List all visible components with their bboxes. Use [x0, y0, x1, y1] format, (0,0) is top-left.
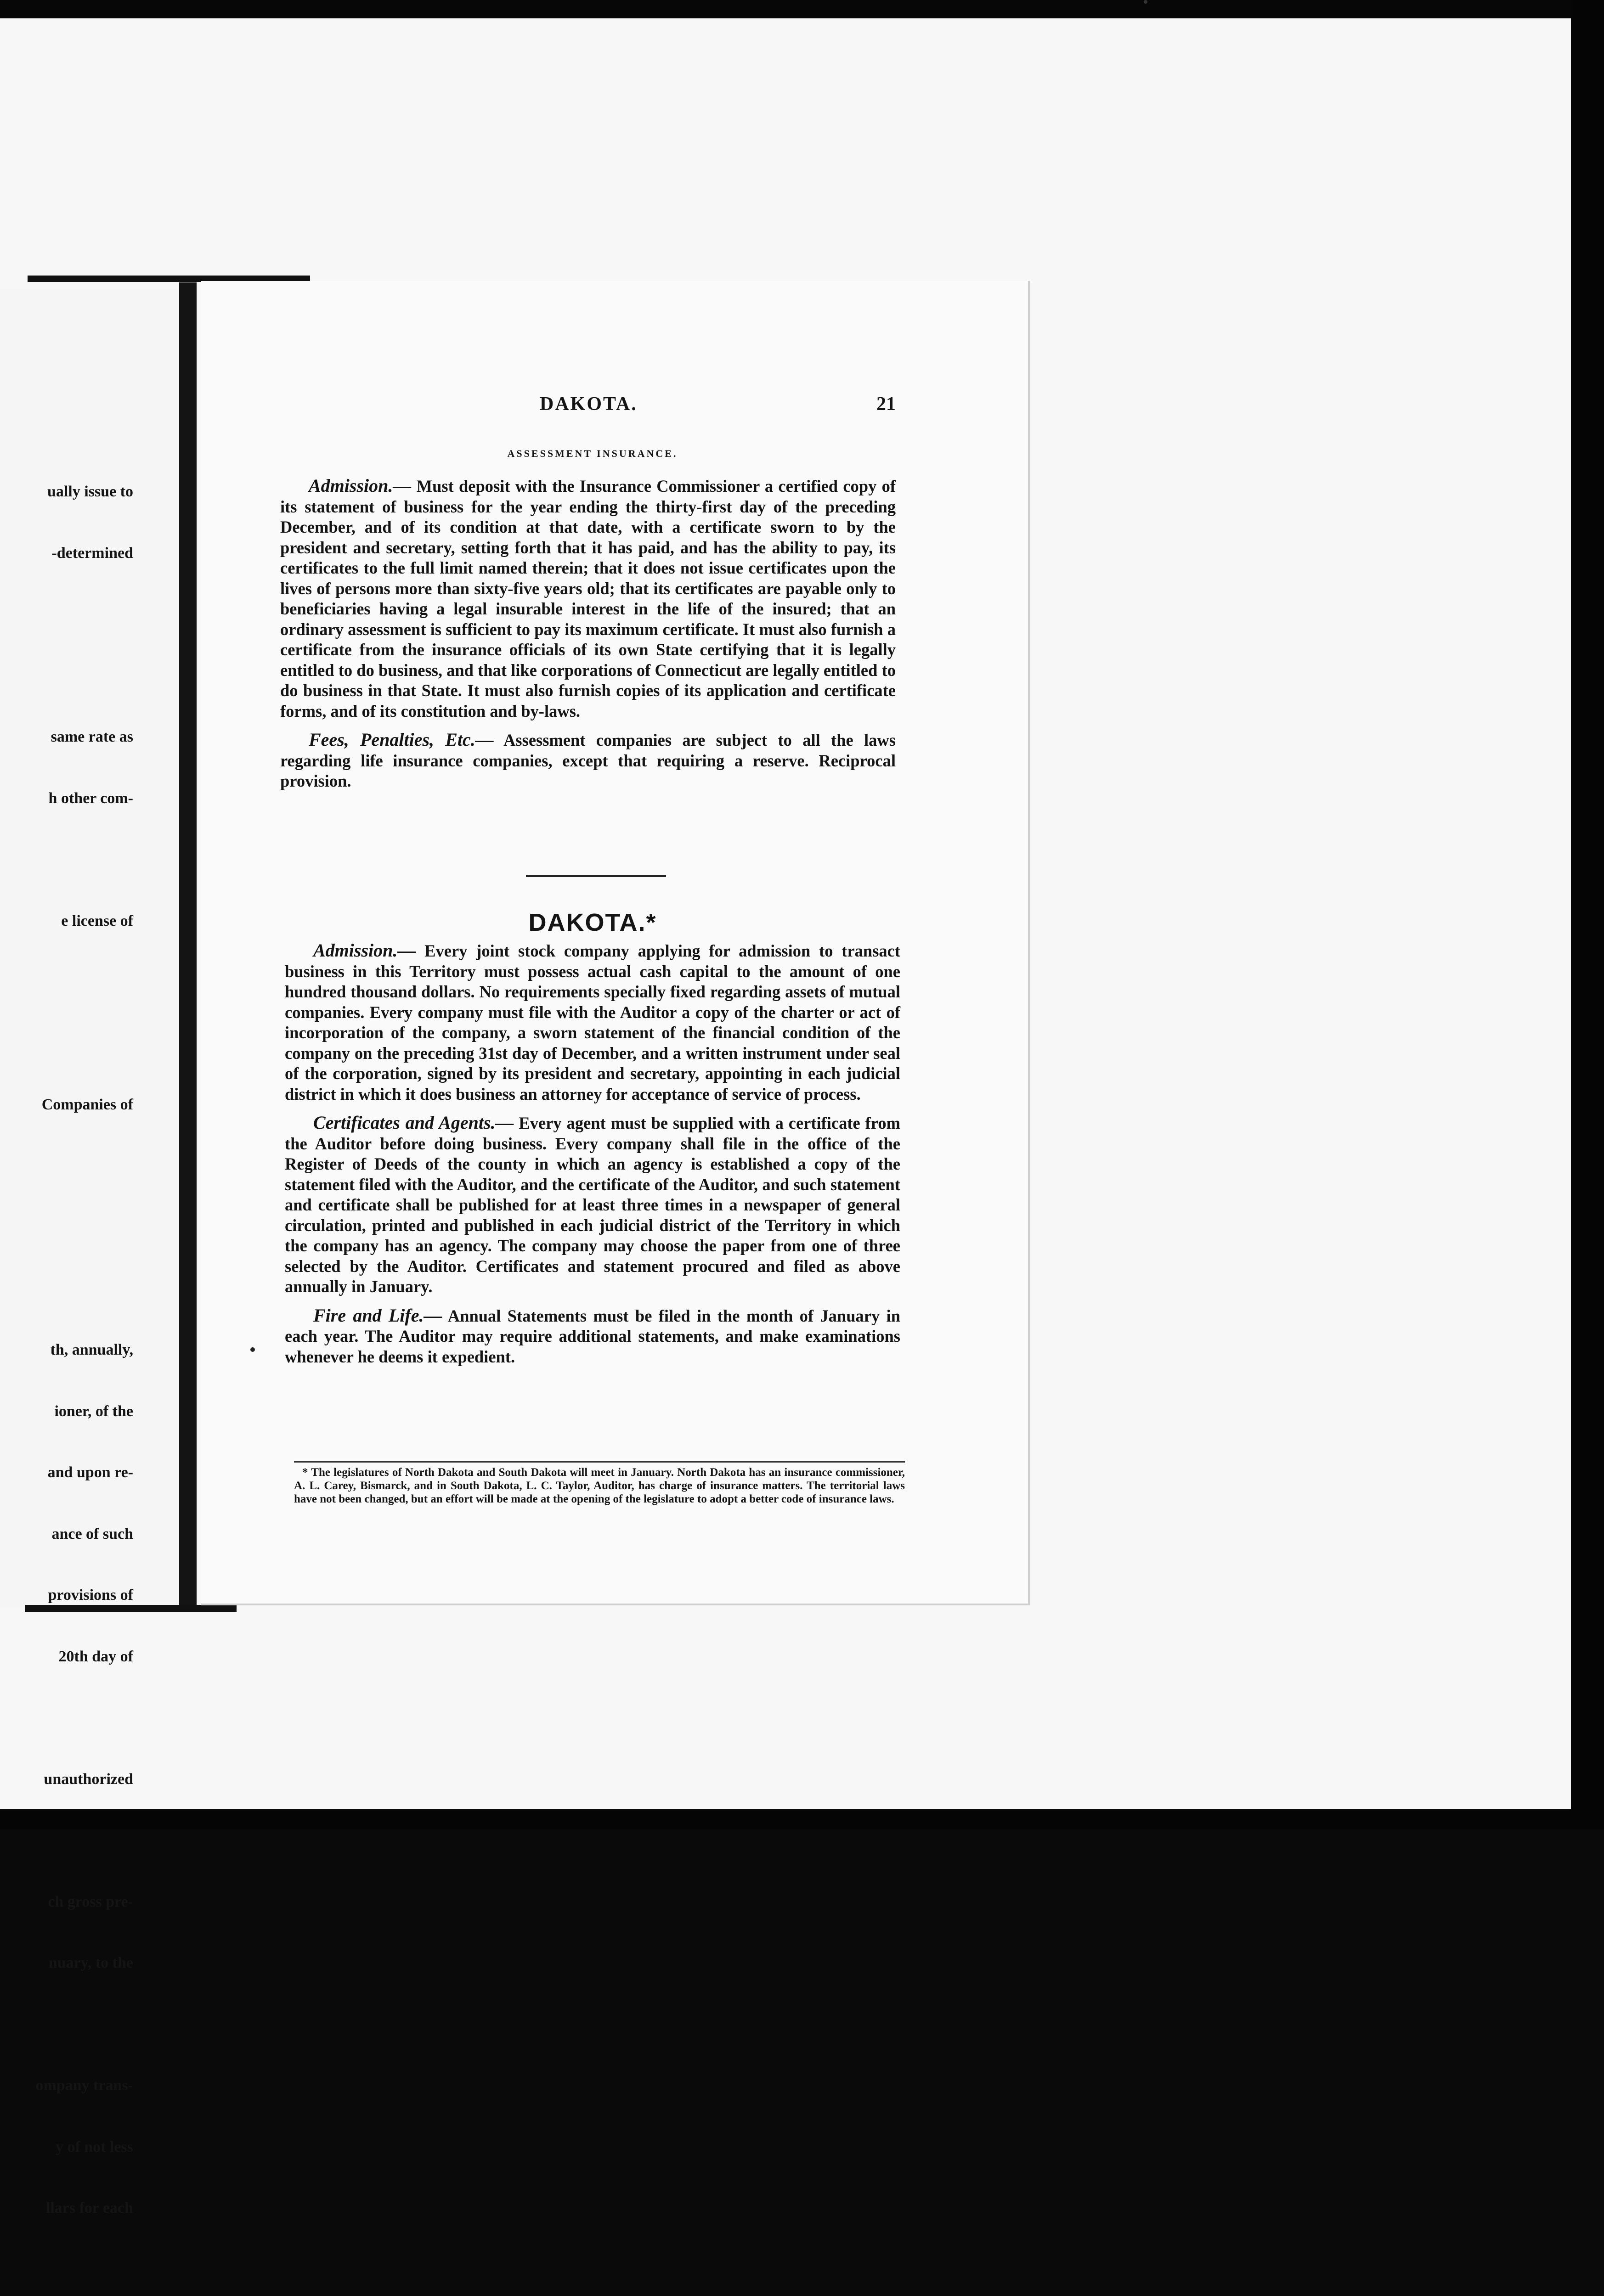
- section-heading: DAKOTA.*: [528, 909, 657, 936]
- fragment-line: ually issue to: [47, 483, 133, 500]
- fragment-line: [0, 1708, 133, 1728]
- footnote-rule: [294, 1461, 905, 1463]
- fragment-line: unauthorized: [44, 1770, 133, 1788]
- paragraph-text: Every agent must be supplied with a certificate from the Auditor before doing business. Every company shall file in the office of the Register of Deeds of the county in which an agency is established a copy of the statement filed with the Auditor, and the certificate of the Auditor, and such statement and certificate shall be published for at least three times in a newspaper of general circulation, printed and published in each judicial district of the Territory in which the company has an agency. The company may choose the paper from one of three selected by the Auditor. Certificates and statement procured and filed as above annually in January.: [285, 1114, 901, 1296]
- paragraph-lead: Admission.—: [309, 475, 412, 496]
- scan-speck: [250, 1347, 255, 1352]
- fragment-line: Companies of: [41, 1096, 133, 1113]
- scan-right-border: [1571, 0, 1604, 1829]
- fragment-line: -determined: [51, 544, 133, 562]
- dakota-section: [285, 940, 900, 1375]
- paragraph: [285, 1113, 900, 1297]
- fragment-line: [0, 2015, 133, 2035]
- fragment-line: [0, 1156, 133, 1177]
- section-subhead: ASSESSMENT INSURANCE.: [507, 448, 678, 459]
- scan-speck: [1144, 0, 1147, 4]
- page-number: 21: [876, 394, 896, 415]
- fragment-line: h other com-: [48, 789, 133, 807]
- paragraph: [285, 940, 900, 1104]
- fragment-line: ance of such: [51, 1525, 133, 1542]
- paragraph: [280, 476, 896, 721]
- fragment-line: [0, 972, 133, 993]
- fragment-line: y of not less: [55, 2138, 133, 2155]
- running-title: DAKOTA.: [540, 394, 638, 415]
- fragment-line: same rate as: [51, 728, 133, 745]
- paragraph-text: Assessment companies are subject to all the laws regarding life insurance companies, except that requiring a reserve. Reciprocal provision.: [280, 731, 896, 790]
- paragraph-text: Annual Statements must be filed in the month of January in each year. The Auditor may require additional statements, and make examinations whenever he deems it expedient.: [285, 1306, 900, 1366]
- fragment-line: e license of: [61, 912, 133, 929]
- fragment-line: 20th day of: [58, 1648, 133, 1665]
- fragment-line: th, annually,: [50, 1341, 133, 1358]
- paragraph: [285, 1306, 900, 1367]
- paragraph-text: Every joint stock company applying for admission to transact business in this Territory must possess actual cash capital to the amount of one hundred thousand dollars. No requirements specially fixed regarding assets of mutual companies. Every company must file with the Auditor a copy of the charter or act of incorporation of the company, a sworn statement of the financial condition of the company on the preceding 31st day of December, and a written instrument under seal of the corporation, signed by its president and secretary, appointing in each judicial district in which it does business an attorney for acceptance of service of process.: [285, 941, 901, 1103]
- book-spine: [179, 282, 197, 1605]
- scan-bottom-border: [0, 1809, 1604, 1829]
- fragment-line: [0, 1830, 133, 1851]
- fragment-line: ompany trans-: [35, 2077, 133, 2094]
- running-header: [299, 393, 896, 421]
- fragment-line: ioner, of the: [54, 1402, 133, 1420]
- fragment-line: [0, 1034, 133, 1054]
- previous-page-text: [0, 441, 133, 2296]
- scan-top-border: [0, 0, 1604, 18]
- fragment-line: [0, 1279, 133, 1300]
- assessment-insurance-section: [280, 476, 896, 800]
- fragment-line: [0, 666, 133, 687]
- fragment-line: ch gross pre-: [48, 1893, 133, 1910]
- fragment-line: [0, 2260, 133, 2280]
- paragraph-text: Must deposit with the Insurance Commissioner a certified copy of its statement of business for the year ending the thirty-first day of the preceding December, and of its condition at that date, with a certificate sworn to by the president and secretary, setting forth that it has paid, and has the ability to pay, its certificates to the full limit named therein; that it does not issue certificates upon the lives of persons more than sixty-five years old; that its certificates are payable only to beneficiaries having a legal insurable interest in the life of the insured; that an ordinary assessment is sufficient to pay its maximum certificate. It must also furnish a certificate from the insurance officials of its own State certifying that it is legally entitled to do business, and that like corporations of Connecticut are legally entitled to do business in that State. It must also furnish copies of its application and certificate forms, and of its constitution and by-laws.: [280, 477, 896, 720]
- paragraph-lead: Fire and Life.—: [313, 1305, 442, 1326]
- fragment-line: and upon re-: [47, 1464, 133, 1481]
- paragraph: [280, 730, 896, 792]
- paragraph-lead: Fees, Penalties, Etc.—: [309, 729, 494, 750]
- fragment-line: [0, 1217, 133, 1238]
- fragment-line: llars for each: [45, 2200, 133, 2217]
- paragraph-lead: Admission.—: [313, 940, 416, 961]
- fragment-line: provisions of: [48, 1587, 133, 1604]
- fragment-line: nuary, to the: [48, 1954, 133, 1971]
- fragment-line: [0, 850, 133, 870]
- fragment-line: [0, 604, 133, 625]
- footnote: * The legislatures of North Dakota and South Dakota will meet in January. North Dakota has an insurance commissioner, A. L. Carey, Bismarck, and in South Dakota, L. C. Taylor, Auditor, has charge of insurance matters. The territorial laws have not been changed, but an effort will be made at the opening of the legislature to adopt a better code of insurance laws.: [294, 1466, 905, 1505]
- paragraph-lead: Certificates and Agents.—: [313, 1112, 514, 1133]
- section-divider: [526, 875, 666, 877]
